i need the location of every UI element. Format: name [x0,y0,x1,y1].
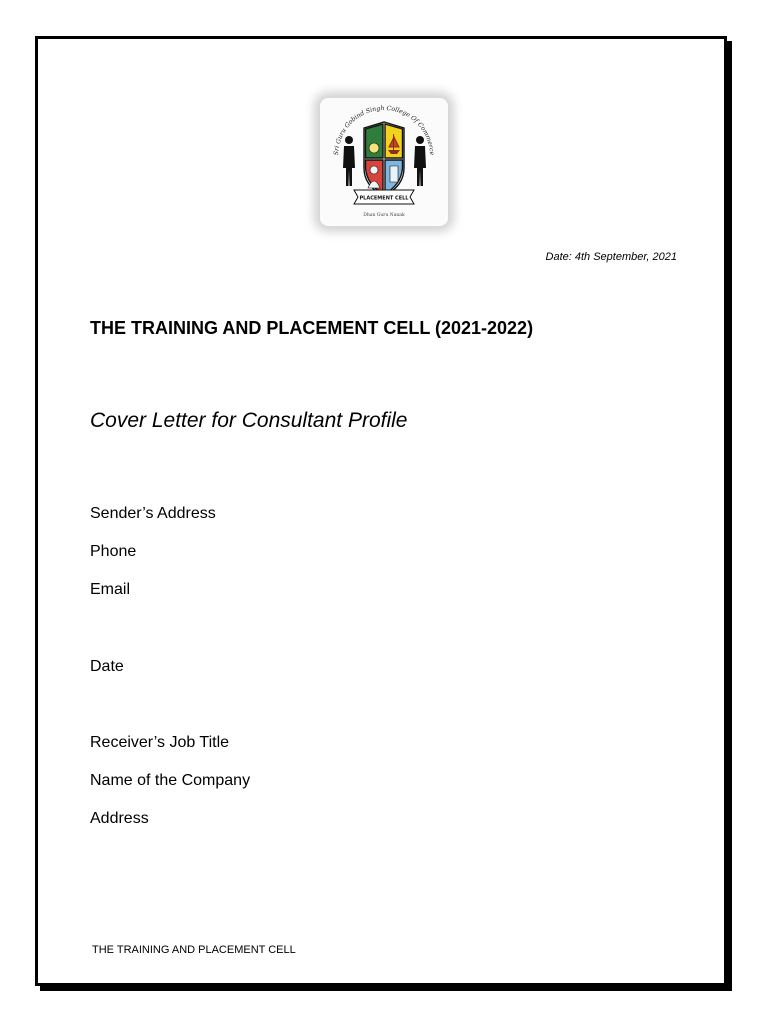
sender-phone-field: Phone [90,543,137,560]
receiver-address-field: Address [90,810,149,827]
sender-email-field: Email [90,581,131,598]
logo-ribbon-text: PLACEMENT CELL [359,195,409,202]
page-footer: THE TRAINING AND PLACEMENT CELL [92,944,296,956]
logo-arc-text: Sri Guru Gobind Singh College Of Commerce [332,104,436,156]
page-subtitle: Cover Letter for Consultant Profile [90,409,408,432]
issue-date: Date: 4th September, 2021 [545,251,677,263]
page-title: THE TRAINING AND PLACEMENT CELL (2021-2022) [90,318,534,338]
letter-date-field: Date [90,658,124,675]
sender-address-field: Sender’s Address [90,505,216,522]
college-placement-cell-logo [320,98,448,226]
receiver-company-field: Name of the Company [90,772,251,789]
receiver-job-title-field: Receiver’s Job Title [90,734,230,751]
logo-motto: Dhan Guru Nanak [363,213,405,218]
